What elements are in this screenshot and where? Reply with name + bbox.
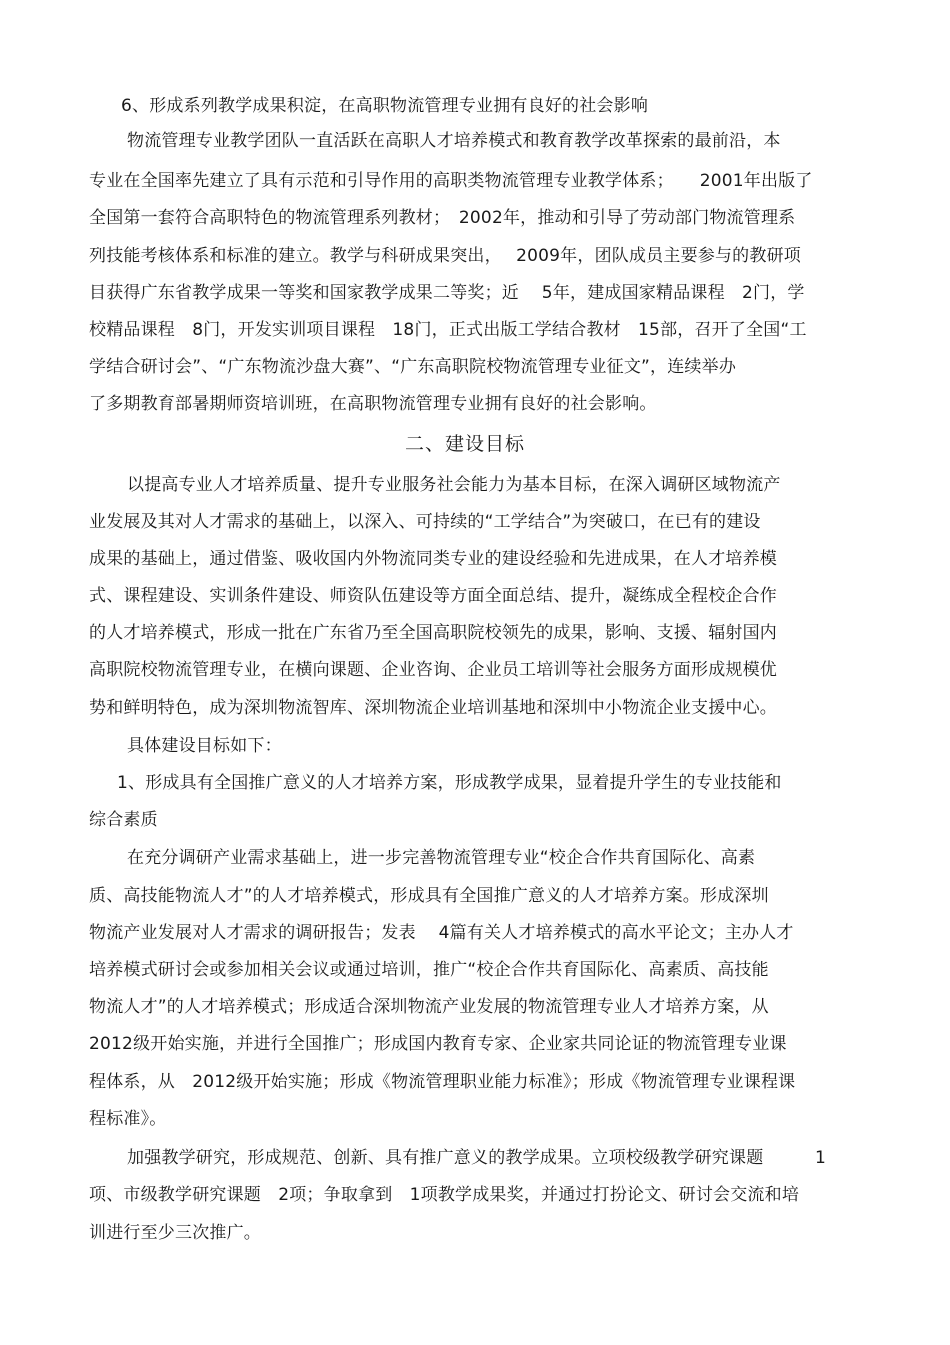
paragraph-line: 加强教学研究，形成规范、创新、具有推广意义的教学成果。立项校级教学研究课题 1 (127, 1148, 827, 1168)
paragraph-line: 在充分调研产业需求基础上，进一步完善物流管理专业“校企合作共育国际化、高素 (127, 848, 756, 868)
paragraph-line: 训进行至少三次推广。 (89, 1223, 261, 1243)
paragraph-line: 了多期教育部暑期师资培训班，在高职物流管理专业拥有良好的社会影响。 (89, 394, 657, 414)
paragraph-line: 业发展及其对人才需求的基础上，以深入、可持续的“工学结合”为突破口，在已有的建设 (89, 512, 761, 532)
paragraph-line: 校精品课程 8门，开发实训项目课程 18门，正式出版工学结合教材 15部，召开了全国“工 (89, 320, 807, 340)
paragraph-line: 物流管理专业教学团队一直活跃在高职人才培养模式和教育教学改革探索的最前沿，本 (127, 131, 781, 151)
paragraph-line: 物流人才”的人才培养模式；形成适合深圳物流产业发展的物流管理专业人才培养方案，从 (89, 997, 769, 1017)
paragraph-line: 程体系，从 2012级开始实施；形成《物流管理职业能力标准》；形成《物流管理专业课程课 (89, 1072, 796, 1092)
paragraph-line: 物流产业发展对人才需求的调研报告；发表 4篇有关人才培养模式的高水平论文；主办人才 (89, 923, 794, 943)
paragraph-line: 程标准》。 (89, 1109, 167, 1129)
chapter-heading: 二、建设目标 (405, 433, 526, 455)
paragraph-line: 列技能考核体系和标准的建立。教学与科研成果突出， 2009年，团队成员主要参与的教研项 (89, 246, 801, 266)
paragraph-line: 高职院校物流管理专业，在横向课题、企业咨询、企业员工培训等社会服务方面形成规模优 (89, 660, 777, 680)
paragraph-line: 的人才培养模式，形成一批在广东省乃至全国高职院校领先的成果，影响、支援、辐射国内 (89, 623, 777, 643)
paragraph-line: 质、高技能物流人才”的人才培养模式，形成具有全国推广意义的人才培养方案。形成深圳 (89, 886, 769, 906)
paragraph-line: 全国第一套符合高职特色的物流管理系列教材； 2002年，推动和引导了劳动部门物流管理系 (89, 208, 796, 228)
paragraph-line: 学结合研讨会”、“广东物流沙盘大赛”、“广东高职院校物流管理专业征文”，连续举办 (89, 357, 737, 377)
paragraph-line: 培养模式研讨会或参加相关会议或通过培训，推广“校企合作共育国际化、高素质、高技能 (89, 960, 769, 980)
paragraph-line: 具体建设目标如下： (127, 736, 282, 756)
section-heading-6: 6、形成系列教学成果积淀，在高职物流管理专业拥有良好的社会影响 (121, 96, 649, 116)
paragraph-line: 式、课程建设、实训条件建设、师资队伍建设等方面全面总结、提升，凝练成全程校企合作 (89, 586, 777, 606)
paragraph-line: 成果的基础上，通过借鉴、吸收国内外物流同类专业的建设经验和先进成果，在人才培养模 (89, 549, 777, 569)
paragraph-line: 项、市级教学研究课题 2项；争取拿到 1项教学成果奖，并通过打扮论文、研讨会交流和培 (89, 1185, 800, 1205)
subsection-heading-1-cont: 综合素质 (89, 810, 158, 830)
subsection-heading-1: 1、形成具有全国推广意义的人才培养方案，形成教学成果，显着提升学生的专业技能和 (117, 773, 782, 793)
paragraph-line: 专业在全国率先建立了具有示范和引导作用的高职类物流管理专业教学体系； 2001年出版了 (89, 171, 813, 191)
paragraph-line: 势和鲜明特色，成为深圳物流智库、深圳物流企业培训基地和深圳中小物流企业支援中心。 (89, 698, 777, 718)
paragraph-line: 2012级开始实施，并进行全国推广；形成国内教育专家、企业家共同论证的物流管理专业课 (89, 1034, 787, 1054)
paragraph-line: 以提高专业人才培养质量、提升专业服务社会能力为基本目标，在深入调研区域物流产 (127, 475, 781, 495)
paragraph-line: 目获得广东省教学成果一等奖和国家教学成果二等奖；近 5年，建成国家精品课程 2门，学 (89, 283, 805, 303)
